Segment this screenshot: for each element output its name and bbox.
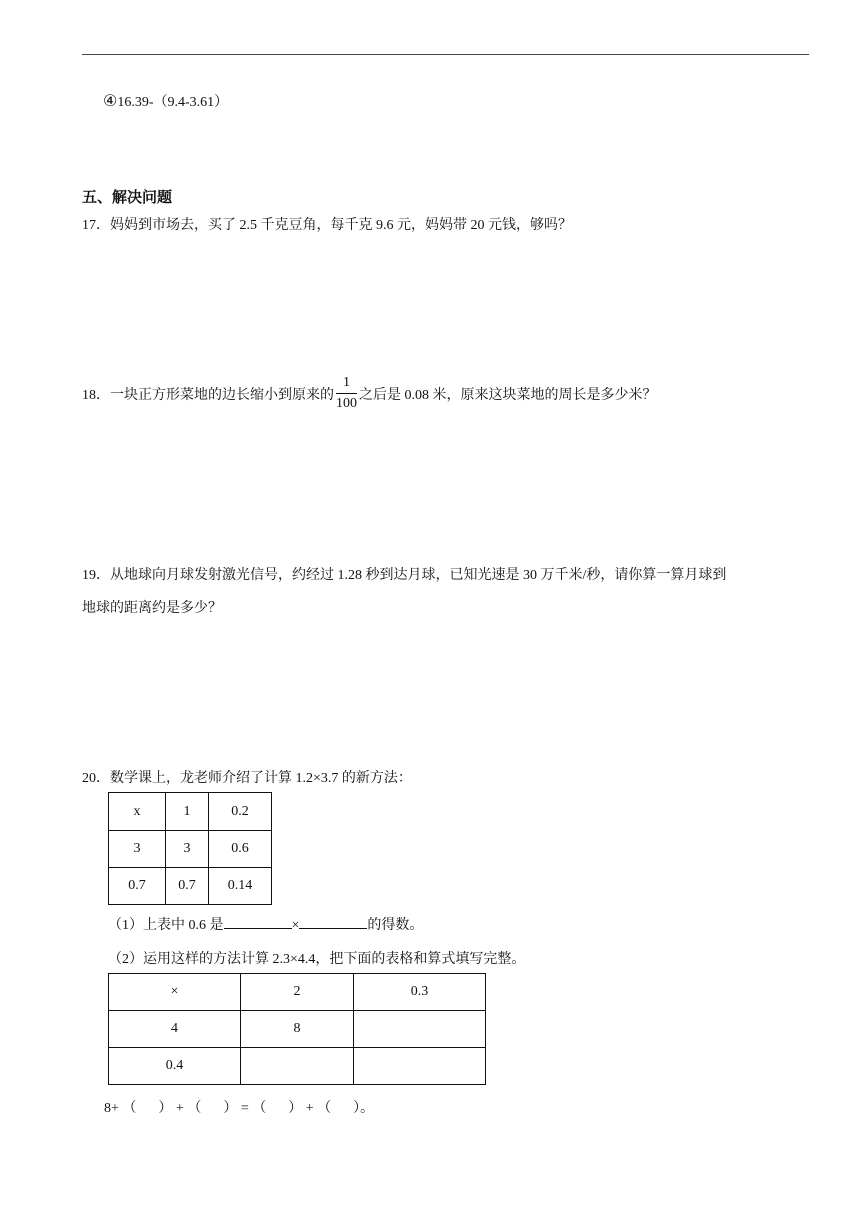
answer-blank-2[interactable] bbox=[299, 914, 367, 929]
period: 。 bbox=[360, 1101, 375, 1116]
question-text-pre: 一块正方形菜地的边长缩小到原来的 bbox=[110, 387, 334, 403]
q20-part1 bbox=[108, 914, 423, 934]
question-number: 18． bbox=[82, 387, 110, 403]
table-cell: 0.2 bbox=[209, 793, 272, 831]
paren-close: ） bbox=[288, 1101, 303, 1116]
table-row bbox=[109, 831, 272, 868]
q20-part2: （2）运用这样的方法计算 2.3×4.4，把下面的表格和算式填写完整。 bbox=[108, 952, 526, 967]
paren-close: ） bbox=[223, 1101, 238, 1116]
equals-sign: = bbox=[240, 1101, 249, 1116]
fraction-denominator: 100 bbox=[336, 396, 357, 411]
fraction-numerator: 1 bbox=[336, 376, 357, 394]
header-rule bbox=[82, 54, 809, 55]
expression: 16.39-（9.4-3.61） bbox=[117, 95, 229, 110]
question-text: 从地球向月球发射激光信号，约经过 1.28 秒到达月球，已知光速是 30 万千米/秒，请你算一算月球到 bbox=[110, 568, 727, 583]
part1-suffix: 的得数。 bbox=[367, 918, 424, 933]
paren-open: （ bbox=[317, 1101, 332, 1116]
question-19-line1 bbox=[82, 564, 726, 584]
table-row bbox=[109, 1048, 486, 1085]
question-20 bbox=[82, 767, 412, 787]
table-cell: x bbox=[109, 793, 166, 831]
question-text: 数学课上，龙老师介绍了计算 1.2×3.7 的新方法： bbox=[110, 771, 412, 786]
table-cell: 4 bbox=[109, 1011, 241, 1048]
question-number: 20． bbox=[82, 771, 110, 786]
table-cell: 0.7 bbox=[109, 868, 166, 905]
question-number: 17． bbox=[82, 218, 110, 233]
paren-close: ） bbox=[158, 1101, 173, 1116]
method-table bbox=[108, 792, 272, 905]
table-cell: 3 bbox=[109, 831, 166, 868]
times-sign: × bbox=[291, 918, 300, 933]
table-cell: 1 bbox=[166, 793, 209, 831]
plus-sign: + bbox=[305, 1101, 314, 1116]
table-cell: 2 bbox=[241, 974, 354, 1011]
question-19-line2: 地球的距离约是多少？ bbox=[82, 601, 222, 616]
paren-open: （ bbox=[122, 1101, 137, 1116]
table-cell: 0.14 bbox=[209, 868, 272, 905]
table-cell: 0.4 bbox=[109, 1048, 241, 1085]
table-row bbox=[109, 1011, 486, 1048]
circled-number: ④ bbox=[103, 93, 118, 110]
table-cell-empty[interactable] bbox=[354, 1011, 486, 1048]
answer-blank-1[interactable] bbox=[224, 914, 292, 929]
fraction bbox=[336, 376, 357, 411]
table-row bbox=[109, 974, 486, 1011]
plus-sign: + bbox=[175, 1101, 184, 1116]
question-number: 19． bbox=[82, 568, 110, 583]
section-heading: 五、解决问题 bbox=[82, 188, 173, 206]
table-cell-empty[interactable] bbox=[241, 1048, 354, 1085]
part1-prefix: （1）上表中 0.6 是 bbox=[108, 918, 224, 933]
paren-close: ） bbox=[353, 1101, 361, 1116]
table-cell: × bbox=[109, 974, 241, 1011]
table-cell: 0.7 bbox=[166, 868, 209, 905]
table-row bbox=[109, 793, 272, 831]
question-text: 妈妈到市场去，买了 2.5 千克豆角，每千克 9.6 元，妈妈带 20 元钱，够吗？ bbox=[110, 218, 572, 233]
q16-item4 bbox=[103, 91, 228, 111]
table-cell-empty[interactable] bbox=[354, 1048, 486, 1085]
paren-open: （ bbox=[252, 1101, 267, 1116]
table-row bbox=[109, 868, 272, 905]
eq-start: 8+ bbox=[104, 1101, 119, 1116]
fill-table bbox=[108, 973, 486, 1085]
table-cell: 0.3 bbox=[354, 974, 486, 1011]
question-17 bbox=[82, 214, 572, 234]
question-text-post: 之后是 0.08 米，原来这块菜地的周长是多少米？ bbox=[359, 387, 657, 403]
paren-open: （ bbox=[187, 1101, 202, 1116]
table-cell: 8 bbox=[241, 1011, 354, 1048]
q20-equation bbox=[104, 1097, 374, 1117]
table-cell: 3 bbox=[166, 831, 209, 868]
table-cell: 0.6 bbox=[209, 831, 272, 868]
question-18 bbox=[82, 376, 657, 411]
